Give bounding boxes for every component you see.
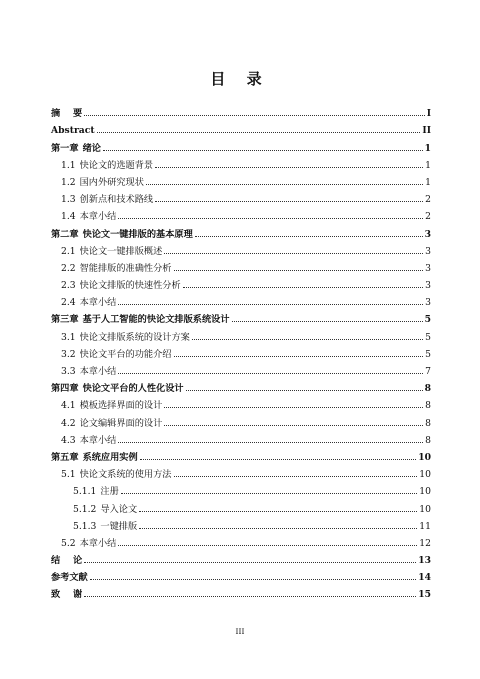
toc-entry[interactable] bbox=[51, 171, 431, 188]
toc-entry-number: 5.1.2 bbox=[73, 503, 97, 515]
toc-entry-number: 5.1.3 bbox=[73, 520, 97, 532]
toc-entry-text: 快论文的选题背景 bbox=[79, 159, 154, 171]
toc-leader-dots bbox=[84, 115, 425, 116]
toc-entry-text: 本章小结 bbox=[79, 297, 117, 309]
toc-entry-number: 第四章 bbox=[51, 383, 79, 395]
toc-entry-label bbox=[61, 297, 116, 308]
toc-entry-number: 1.3 bbox=[61, 194, 76, 206]
toc-entry[interactable] bbox=[51, 308, 431, 325]
toc-entry-page: II bbox=[422, 125, 431, 137]
toc-entry[interactable] bbox=[51, 257, 431, 274]
toc-entry-page: 2 bbox=[425, 194, 431, 206]
toc-entry-number: 5.1 bbox=[61, 469, 76, 481]
toc-entry[interactable] bbox=[51, 497, 431, 514]
toc-leader-dots bbox=[186, 390, 423, 391]
toc-entry-label bbox=[61, 263, 172, 274]
toc-leader-dots bbox=[97, 132, 421, 133]
toc-entry[interactable] bbox=[51, 154, 431, 171]
toc-entry-number: 2.4 bbox=[61, 297, 76, 309]
toc-entry[interactable] bbox=[51, 119, 431, 136]
toc-entry-text: 系统应用实例 bbox=[82, 451, 138, 463]
toc-entry-text: 智能排版的准确性分析 bbox=[79, 262, 172, 274]
toc-entry-label bbox=[61, 280, 181, 291]
toc-entry-page: 1 bbox=[425, 176, 431, 188]
toc-leader-dots bbox=[139, 511, 417, 512]
toc-leader-dots bbox=[164, 425, 423, 426]
toc-leader-dots bbox=[103, 150, 423, 151]
toc-entry-page: 10 bbox=[418, 451, 431, 463]
toc-entry-page: 8 bbox=[425, 434, 431, 446]
toc-entry[interactable] bbox=[51, 480, 431, 497]
toc-leader-dots bbox=[183, 287, 423, 288]
toc-entry-text: 快论文一键排版概述 bbox=[79, 245, 163, 257]
toc-entry-page: 7 bbox=[425, 366, 431, 377]
toc-leader-dots bbox=[164, 253, 423, 254]
toc-entry-text: 本章小结 bbox=[79, 211, 117, 223]
toc-entry-label bbox=[51, 383, 184, 394]
toc-entry-page: 3 bbox=[424, 228, 431, 240]
toc-entry-page: 1 bbox=[425, 159, 431, 171]
toc-leader-dots bbox=[84, 562, 416, 563]
toc-entry[interactable] bbox=[51, 532, 431, 549]
toc-entry-number: 1.4 bbox=[61, 211, 76, 223]
toc-entry-page: I bbox=[426, 108, 431, 120]
toc-entry-label bbox=[51, 108, 82, 119]
toc-leader-dots bbox=[118, 218, 423, 219]
toc-entry-page: 2 bbox=[425, 211, 431, 223]
toc-entry-text: 绪论 bbox=[82, 142, 101, 154]
toc-entry-label bbox=[61, 349, 172, 360]
toc-leader-dots bbox=[232, 321, 423, 322]
toc-entry-text: 论文编辑界面的设计 bbox=[79, 417, 163, 429]
toc-entry[interactable] bbox=[51, 136, 431, 153]
toc-entry[interactable] bbox=[51, 343, 431, 360]
toc-entry[interactable] bbox=[51, 394, 431, 411]
toc-entry-label bbox=[61, 246, 162, 257]
toc-entry-page: 3 bbox=[425, 262, 431, 274]
toc-entry-number: 4.2 bbox=[61, 417, 76, 429]
toc-entry[interactable] bbox=[51, 102, 431, 119]
toc-entry-text: 国内外研究现状 bbox=[79, 176, 144, 188]
toc-entry-number: 第一章 bbox=[51, 142, 79, 154]
toc-entry-number: 4.1 bbox=[61, 400, 76, 412]
toc-entry-label bbox=[61, 538, 116, 549]
toc-entry-text: 快论文系统的使用方法 bbox=[79, 469, 172, 481]
toc-entry-label bbox=[73, 486, 119, 497]
toc-leader-dots bbox=[174, 356, 424, 357]
toc-leader-dots bbox=[155, 167, 423, 168]
toc-leader-dots bbox=[146, 184, 423, 185]
toc-entry[interactable] bbox=[51, 515, 431, 532]
toc-entry-label bbox=[61, 211, 116, 222]
toc-entry-text: 快论文平台的人性化设计 bbox=[82, 383, 184, 395]
toc-entry-label bbox=[61, 332, 190, 343]
toc-entry-label bbox=[61, 160, 153, 171]
toc-entry-page: 13 bbox=[418, 555, 431, 567]
toc-leader-dots bbox=[139, 528, 417, 529]
toc-entry-number: 第三章 bbox=[51, 314, 79, 326]
toc-entry[interactable] bbox=[51, 463, 431, 480]
toc-entry-number: 3.2 bbox=[61, 348, 76, 360]
toc-entry-page: 3 bbox=[425, 245, 431, 257]
toc-entry[interactable] bbox=[51, 446, 431, 463]
toc-entry[interactable] bbox=[51, 274, 431, 291]
toc-entry-page: 8 bbox=[425, 417, 431, 429]
toc-entry-label bbox=[51, 314, 230, 325]
toc-entry-text: 基于人工智能的快论文排版系统设计 bbox=[82, 314, 230, 326]
toc-entry-page: 10 bbox=[419, 469, 431, 481]
toc-leader-dots bbox=[84, 596, 416, 597]
toc-entry-text: 快论文一键排版的基本原理 bbox=[82, 228, 193, 240]
toc-entry-text: 创新点和技术路线 bbox=[79, 194, 154, 206]
toc-entry-page: 5 bbox=[424, 314, 431, 326]
toc-entry-number: 1.2 bbox=[61, 176, 76, 188]
toc-entry[interactable] bbox=[51, 583, 431, 600]
toc-leader-dots bbox=[118, 304, 423, 305]
toc-leader-dots bbox=[118, 442, 423, 443]
toc-leader-dots bbox=[118, 373, 423, 374]
toc-entry-text: 本章小结 bbox=[79, 434, 117, 446]
toc-leader-dots bbox=[155, 201, 423, 202]
toc-entry[interactable] bbox=[51, 205, 431, 222]
toc-entry[interactable] bbox=[51, 411, 431, 428]
toc-entry-text: 致 谢 bbox=[51, 589, 83, 601]
toc-entry-label bbox=[51, 589, 82, 600]
toc-entry-number: 2.2 bbox=[61, 262, 76, 274]
toc-entry-page: 10 bbox=[419, 486, 431, 498]
toc-entry-number: 第二章 bbox=[51, 228, 79, 240]
toc-entry-page: 5 bbox=[425, 348, 431, 360]
toc-entry-number: 4.3 bbox=[61, 434, 76, 446]
toc-entry[interactable] bbox=[51, 240, 431, 257]
toc-entry-label bbox=[61, 418, 162, 429]
toc-entry-label bbox=[61, 435, 116, 446]
toc-entry[interactable] bbox=[51, 429, 431, 446]
toc-entry-text: 参考文献 bbox=[51, 572, 88, 584]
toc-entry[interactable] bbox=[51, 566, 431, 583]
toc-entry-text: 快论文平台的功能介绍 bbox=[79, 348, 172, 360]
toc-entry-number: 5.2 bbox=[61, 537, 76, 549]
toc-entry-page: 5 bbox=[425, 331, 431, 343]
toc-entry-number: 第五章 bbox=[51, 451, 79, 463]
toc-entry-page: 1 bbox=[424, 142, 431, 154]
toc-leader-dots bbox=[174, 476, 418, 477]
toc-entry-label bbox=[61, 194, 153, 205]
toc-entry[interactable] bbox=[51, 549, 431, 566]
toc-leader-dots bbox=[192, 339, 423, 340]
toc-entry-label bbox=[51, 229, 193, 240]
toc-entry-page: 8 bbox=[425, 400, 431, 412]
toc-entry-number: 2.3 bbox=[61, 280, 76, 292]
toc-entry-label bbox=[61, 177, 144, 188]
toc-entry-text: 摘 要 bbox=[51, 108, 83, 120]
toc-entry-text: 模板选择界面的设计 bbox=[79, 400, 163, 412]
toc-leader-dots bbox=[195, 236, 423, 237]
toc-entry-text: 一键排版 bbox=[100, 520, 138, 532]
toc-entry-page: 11 bbox=[419, 520, 431, 532]
toc-entry[interactable] bbox=[51, 325, 431, 342]
toc-entry-label bbox=[51, 143, 101, 154]
toc-entry-label bbox=[51, 452, 138, 463]
toc-entry-text: 本章小结 bbox=[79, 537, 117, 549]
toc-entry-number: 3.3 bbox=[61, 366, 76, 377]
table-of-contents bbox=[51, 102, 431, 600]
toc-leader-dots bbox=[90, 579, 416, 580]
toc-entry[interactable] bbox=[51, 377, 431, 394]
page-number: III bbox=[235, 627, 245, 636]
toc-entry-page: 3 bbox=[425, 297, 431, 309]
toc-entry-label bbox=[73, 521, 137, 532]
toc-entry-label bbox=[51, 555, 82, 566]
toc-entry-page: 3 bbox=[425, 280, 431, 292]
toc-entry-number: 1.1 bbox=[61, 159, 76, 171]
toc-entry[interactable] bbox=[51, 360, 431, 377]
toc-entry-label bbox=[61, 366, 116, 377]
toc-entry-label bbox=[51, 572, 88, 583]
toc-entry-label bbox=[61, 400, 162, 411]
toc-entry-text: 快论文排版系统的设计方案 bbox=[79, 331, 190, 343]
toc-leader-dots bbox=[164, 407, 423, 408]
toc-entry-number: 5.1.1 bbox=[73, 486, 97, 498]
toc-title: 目 录 bbox=[210, 70, 270, 88]
toc-entry-label bbox=[61, 469, 172, 480]
toc-entry-text: Abstract bbox=[51, 125, 95, 137]
toc-entry-page: 14 bbox=[418, 572, 431, 584]
toc-entry-text: 导入论文 bbox=[100, 503, 138, 515]
toc-entry[interactable] bbox=[51, 188, 431, 205]
toc-leader-dots bbox=[118, 545, 417, 546]
toc-entry-label bbox=[51, 125, 95, 136]
toc-entry-page: 15 bbox=[418, 589, 431, 601]
toc-entry-number: 2.1 bbox=[61, 245, 76, 257]
toc-entry[interactable] bbox=[51, 222, 431, 239]
toc-entry-text: 快论文排版的快速性分析 bbox=[79, 280, 181, 292]
toc-entry-text: 注册 bbox=[100, 486, 119, 498]
toc-leader-dots bbox=[121, 493, 418, 494]
toc-entry-number: 3.1 bbox=[61, 331, 76, 343]
toc-leader-dots bbox=[140, 459, 417, 460]
toc-entry-page: 12 bbox=[419, 537, 431, 549]
toc-entry-page: 8 bbox=[424, 383, 431, 395]
toc-entry[interactable] bbox=[51, 291, 431, 308]
toc-entry-label bbox=[73, 504, 137, 515]
toc-entry-page: 10 bbox=[419, 503, 431, 515]
toc-entry-text: 本章小结 bbox=[79, 366, 117, 377]
toc-leader-dots bbox=[174, 270, 424, 271]
toc-entry-text: 结 论 bbox=[51, 555, 83, 567]
